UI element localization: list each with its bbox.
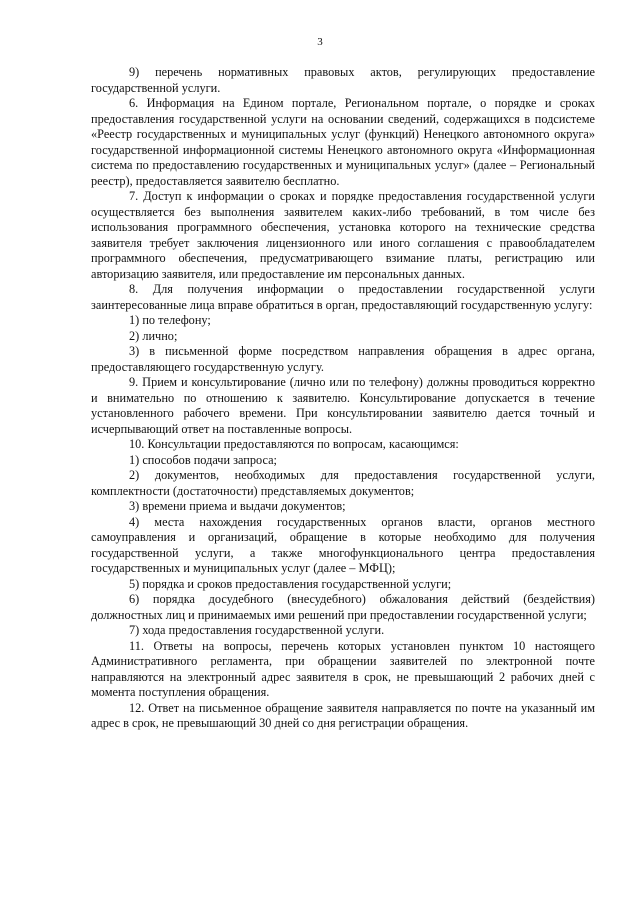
paragraph-9: 9. Прием и консультирование (лично или по телефону) должны проводиться корректно и внимательно по отношению к заявителю. Консультирование допускается в течение установленного рабочего времени. При консультировании заявителю дается точный и исчерпывающий ответ на поставленные вопросы.	[91, 375, 595, 436]
paragraph-8-item-3: 3) в письменной форме посредством направления обращения в адрес органа, предоставляющего государственную услугу.	[91, 344, 595, 374]
paragraph-10-item-6: 6) порядка досудебного (внесудебного) обжалования действий (бездействия) должностных лиц и принимаемых ими решений при предоставлении государственной услуги;	[91, 592, 595, 622]
document-body	[91, 65, 595, 732]
paragraph-10-item-2: 2) документов, необходимых для предоставления государственной услуги, комплектности (достаточности) представляемых документов;	[91, 468, 595, 498]
paragraph-11: 11. Ответы на вопросы, перечень которых установлен пунктом 10 настоящего Административного регламента, при обращении заявителей по электронной почте направляются на электронный адрес заявителя в срок, не превышающий 2 рабочих дней с момента поступления обращения.	[91, 638, 595, 699]
paragraph-8-item-2: 2) лично;	[129, 328, 178, 343]
paragraph-6: 6. Информация на Едином портале, Региональном портале, о порядке и сроках предоставления государственной услуги на основании сведений, содержащихся в подсистеме «Реестр государственных и муниципальных услуг (функций) Ненецкого автономного округа» государственной информационной системы Ненецкого автономного округа «Информационная система по предоставлению государственных и муниципальных услуг» (далее – Региональный реестр), предоставляется заявителю бесплатно.	[91, 96, 595, 188]
paragraph-10: 10. Консультации предоставляются по вопросам, касающимся:	[129, 437, 459, 451]
paragraph-8: 8. Для получения информации о предоставлении государственной услуги заинтересованные лица вправе обратиться в орган, предоставляющий государственную услугу:	[91, 282, 595, 312]
paragraph-12: 12. Ответ на письменное обращение заявителя направляется по почте на указанный им адрес в срок, не превышающий 30 дней со дня регистрации обращения.	[91, 700, 595, 730]
paragraph-8-item-1: 1) по телефону;	[129, 313, 211, 327]
paragraph-10-item-3: 3) времени приема и выдачи документов;	[129, 499, 346, 513]
page-number: 3	[317, 36, 323, 48]
paragraph-10-item-5: 5) порядка и сроков предоставления государственной услуги;	[129, 576, 452, 591]
paragraph-10-item-7: 7) хода предоставления государственной услуги.	[129, 623, 385, 637]
paragraph-7: 7. Доступ к информации о сроках и порядке предоставления государственной услуги осуществляется без выполнения заявителем каких-либо требований, в том числе без использования программного обеспечения, установка которого на технические средства заявителя требует заключения лицензионного или иного соглашения с правообладателем программного обеспечения, предусматривающего взимание платы, регистрацию или авторизацию заявителя, или предоставление им персональных данных.	[91, 189, 595, 281]
paragraph-item-9: 9) перечень нормативных правовых актов, регулирующих предоставление государственной услуги.	[91, 65, 595, 95]
paragraph-10-item-4: 4) места нахождения государственных органов власти, органов местного самоуправления и организаций, обращение в которые необходимо для получения государственной услуги, а также многофункционального центра предоставления государственных и муниципальных услуг (далее – МФЦ);	[91, 514, 595, 575]
paragraph-10-item-1: 1) способов подачи запроса;	[129, 452, 277, 467]
